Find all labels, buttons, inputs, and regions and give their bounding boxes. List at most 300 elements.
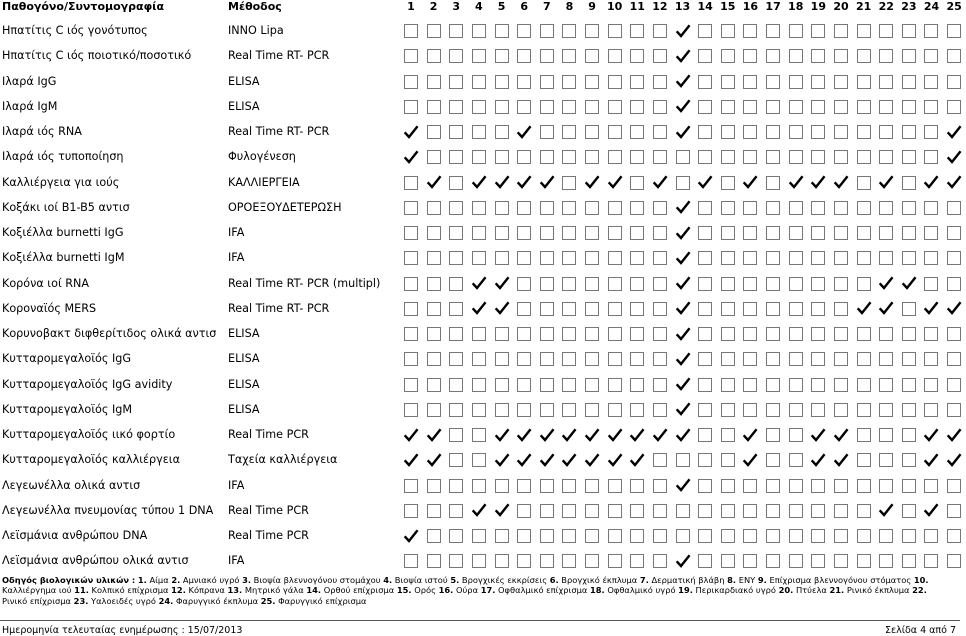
empty-box-icon <box>585 378 599 392</box>
header-sample-number: 15 <box>720 0 736 13</box>
empty-box-icon <box>449 277 463 291</box>
empty-box-icon <box>857 125 871 139</box>
empty-box-icon <box>562 150 576 164</box>
legend-item-number: 23. <box>73 595 89 606</box>
empty-box-icon <box>834 150 848 164</box>
test-method: ELISA <box>228 352 260 366</box>
empty-box-icon <box>721 226 735 240</box>
empty-box-icon <box>947 100 961 114</box>
empty-box-icon <box>449 403 463 417</box>
empty-box-icon <box>472 24 486 38</box>
empty-box-icon <box>495 479 509 493</box>
empty-box-icon <box>743 327 757 341</box>
pathogen-name: Κοξιέλλα burnetti IgG <box>2 226 124 239</box>
empty-box-icon <box>698 24 712 38</box>
test-method: ΟΡΟΕΞΟΥΔΕΤΕΡΩΣΗ <box>228 200 342 214</box>
check-mark-icon <box>404 150 418 164</box>
empty-box-icon <box>404 176 418 190</box>
empty-box-icon <box>653 201 667 215</box>
empty-box-icon <box>743 302 757 316</box>
empty-box-icon <box>789 251 803 265</box>
empty-box-icon <box>404 554 418 568</box>
check-mark-icon <box>540 428 554 442</box>
legend-item-text: Ρινικό έκπλυμα <box>846 585 910 596</box>
empty-box-icon <box>766 201 780 215</box>
header-sample-number: 1 <box>407 0 415 13</box>
check-mark-icon <box>608 176 622 190</box>
check-mark-icon <box>585 176 599 190</box>
empty-box-icon <box>811 277 825 291</box>
header-sample-number: 25 <box>946 0 962 13</box>
table-row <box>0 246 960 271</box>
check-mark-icon <box>562 428 576 442</box>
check-mark-icon <box>517 125 531 139</box>
check-mark-icon <box>653 176 667 190</box>
empty-box-icon <box>404 100 418 114</box>
empty-box-icon <box>924 554 938 568</box>
empty-box-icon <box>879 201 893 215</box>
legend-item-number: 5. <box>450 575 460 585</box>
empty-box-icon <box>766 251 780 265</box>
empty-box-icon <box>653 150 667 164</box>
check-mark-icon <box>676 302 690 316</box>
empty-box-icon <box>608 100 622 114</box>
legend-item-number: 2. <box>171 575 181 585</box>
legend-item-number: 6. <box>549 575 559 585</box>
empty-box-icon <box>517 277 531 291</box>
legend-item-number: 24. <box>158 595 174 606</box>
pathogen-name: Ιλαρά ιός τυποποίηση <box>2 150 124 164</box>
check-mark-icon <box>495 176 509 190</box>
empty-box-icon <box>472 75 486 89</box>
legend-item-number: 15. <box>396 585 412 596</box>
empty-box-icon <box>902 352 916 366</box>
empty-box-icon <box>495 24 509 38</box>
empty-box-icon <box>676 176 690 190</box>
empty-box-icon <box>562 352 576 366</box>
legend-item-text: Δερματική βλάβη <box>651 575 725 585</box>
empty-box-icon <box>495 327 509 341</box>
empty-box-icon <box>517 226 531 240</box>
empty-box-icon <box>902 75 916 89</box>
empty-box-icon <box>789 529 803 543</box>
empty-box-icon <box>789 453 803 467</box>
empty-box-icon <box>698 554 712 568</box>
empty-box-icon <box>449 49 463 63</box>
empty-box-icon <box>449 226 463 240</box>
check-mark-icon <box>924 504 938 518</box>
empty-box-icon <box>676 150 690 164</box>
legend-item-number: 20. <box>778 585 794 596</box>
empty-box-icon <box>630 352 644 366</box>
empty-box-icon <box>766 49 780 63</box>
empty-box-icon <box>766 428 780 442</box>
check-mark-icon <box>676 75 690 89</box>
empty-box-icon <box>698 100 712 114</box>
test-method: ELISA <box>228 99 260 113</box>
empty-box-icon <box>676 453 690 467</box>
legend-item-text: Φαρυγγικό έκπλυμα <box>175 595 259 606</box>
empty-box-icon <box>540 49 554 63</box>
header-method: Μέθοδος <box>228 0 282 13</box>
empty-box-icon <box>947 529 961 543</box>
check-mark-icon <box>834 176 848 190</box>
empty-box-icon <box>721 403 735 417</box>
check-mark-icon <box>947 453 961 467</box>
check-mark-icon <box>947 428 961 442</box>
empty-box-icon <box>698 378 712 392</box>
empty-box-icon <box>540 100 554 114</box>
empty-box-icon <box>743 403 757 417</box>
check-mark-icon <box>608 428 622 442</box>
empty-box-icon <box>653 378 667 392</box>
check-mark-icon <box>495 428 509 442</box>
empty-box-icon <box>585 403 599 417</box>
empty-box-icon <box>495 251 509 265</box>
check-mark-icon <box>676 49 690 63</box>
check-mark-icon <box>540 453 554 467</box>
empty-box-icon <box>924 251 938 265</box>
empty-box-icon <box>585 277 599 291</box>
pathogen-name: Κοξάκι ιοί B1-B5 αντισ <box>2 200 130 214</box>
legend-item-text: Οφθαλμικό επίχρισμα <box>498 585 588 596</box>
empty-box-icon <box>789 302 803 316</box>
check-mark-icon <box>495 504 509 518</box>
empty-box-icon <box>879 554 893 568</box>
pathogen-name: Ιλαρά IgM <box>2 99 58 113</box>
test-method: Real Time RT- PCR <box>228 125 330 138</box>
empty-box-icon <box>449 327 463 341</box>
empty-box-icon <box>721 75 735 89</box>
empty-box-icon <box>585 479 599 493</box>
empty-box-icon <box>585 352 599 366</box>
empty-box-icon <box>789 504 803 518</box>
legend-item-text: Επίχρισμα βλεννογόνου στόματος <box>769 575 912 585</box>
empty-box-icon <box>834 529 848 543</box>
empty-box-icon <box>811 49 825 63</box>
empty-box-icon <box>766 327 780 341</box>
empty-box-icon <box>630 378 644 392</box>
empty-box-icon <box>857 75 871 89</box>
empty-box-icon <box>653 226 667 240</box>
empty-box-icon <box>540 75 554 89</box>
check-mark-icon <box>924 302 938 316</box>
empty-box-icon <box>562 226 576 240</box>
legend-item-number: 8. <box>727 575 737 585</box>
empty-box-icon <box>766 75 780 89</box>
legend-item-text: Βρογχικό έκπλυμα <box>561 575 638 585</box>
empty-box-icon <box>698 277 712 291</box>
empty-box-icon <box>721 176 735 190</box>
empty-box-icon <box>427 554 441 568</box>
empty-box-icon <box>857 100 871 114</box>
empty-box-icon <box>630 554 644 568</box>
test-method: ΚΑΛΛΙΕΡΓΕΙΑ <box>228 175 300 189</box>
test-method: Φυλογένεση <box>228 150 296 164</box>
table-row <box>0 44 960 69</box>
legend-item-number: 9. <box>757 575 767 585</box>
pathogen-name: Ηπατίτις C ιός ποιοτικό/ποσοτικό <box>2 49 192 63</box>
empty-box-icon <box>653 100 667 114</box>
empty-box-icon <box>721 504 735 518</box>
legend-item-number: 14. <box>306 585 322 596</box>
empty-box-icon <box>472 49 486 63</box>
header-sample-number: 10 <box>607 0 623 13</box>
empty-box-icon <box>517 554 531 568</box>
check-mark-icon <box>834 453 848 467</box>
empty-box-icon <box>721 125 735 139</box>
empty-box-icon <box>653 479 667 493</box>
empty-box-icon <box>924 403 938 417</box>
header-sample-number: 11 <box>629 0 645 13</box>
legend-item-number: 21. <box>829 585 845 596</box>
empty-box-icon <box>472 479 486 493</box>
empty-box-icon <box>698 428 712 442</box>
empty-box-icon <box>427 479 441 493</box>
legend-item-number: 7. <box>639 575 649 585</box>
pathogen-name: Κορόνα ιοί RNA <box>2 276 90 290</box>
check-mark-icon <box>427 428 441 442</box>
table-row <box>0 448 960 473</box>
check-mark-icon <box>540 176 554 190</box>
check-mark-icon <box>517 428 531 442</box>
empty-box-icon <box>811 125 825 139</box>
check-mark-icon <box>743 176 757 190</box>
empty-box-icon <box>472 403 486 417</box>
empty-box-icon <box>427 504 441 518</box>
legend-item-text: Ούρα <box>455 585 479 596</box>
legend-item-text: Κολπικό επίχρισμα <box>91 585 169 596</box>
test-method: Real Time RT- PCR <box>228 49 330 63</box>
empty-box-icon <box>879 378 893 392</box>
legend-item-text: Μητρικό γάλα <box>244 585 304 596</box>
empty-box-icon <box>517 150 531 164</box>
empty-box-icon <box>517 24 531 38</box>
check-mark-icon <box>676 403 690 417</box>
empty-box-icon <box>653 403 667 417</box>
empty-box-icon <box>540 352 554 366</box>
header-sample-number: 14 <box>697 0 713 13</box>
empty-box-icon <box>404 75 418 89</box>
empty-box-icon <box>902 100 916 114</box>
empty-box-icon <box>495 226 509 240</box>
check-mark-icon <box>495 277 509 291</box>
empty-box-icon <box>495 100 509 114</box>
empty-box-icon <box>811 302 825 316</box>
empty-box-icon <box>585 49 599 63</box>
test-method: ELISA <box>228 402 260 416</box>
legend-item-text: Υαλοειδές υγρό <box>91 595 156 606</box>
check-mark-icon <box>857 302 871 316</box>
empty-box-icon <box>517 378 531 392</box>
empty-box-icon <box>698 504 712 518</box>
check-mark-icon <box>947 302 961 316</box>
empty-box-icon <box>585 150 599 164</box>
empty-box-icon <box>585 24 599 38</box>
empty-box-icon <box>902 327 916 341</box>
empty-box-icon <box>653 75 667 89</box>
empty-box-icon <box>834 125 848 139</box>
pathogen-name: Λεϊσμάνια ανθρώπου DNA <box>2 529 148 542</box>
empty-box-icon <box>517 251 531 265</box>
empty-box-icon <box>495 554 509 568</box>
empty-box-icon <box>449 150 463 164</box>
check-mark-icon <box>879 176 893 190</box>
empty-box-icon <box>676 529 690 543</box>
empty-box-icon <box>857 378 871 392</box>
check-mark-icon <box>676 428 690 442</box>
empty-box-icon <box>789 327 803 341</box>
test-method: Real Time RT- PCR (multipl) <box>228 276 381 290</box>
empty-box-icon <box>562 529 576 543</box>
empty-box-icon <box>743 100 757 114</box>
header-sample-number: 18 <box>788 0 804 13</box>
pathogen-name: Κοξιέλλα burnetti IgM <box>2 251 125 265</box>
empty-box-icon <box>947 201 961 215</box>
empty-box-icon <box>924 24 938 38</box>
empty-box-icon <box>857 453 871 467</box>
empty-box-icon <box>585 251 599 265</box>
empty-box-icon <box>630 49 644 63</box>
empty-box-icon <box>947 403 961 417</box>
legend-item-number: 19. <box>678 585 693 596</box>
test-method: Real Time PCR <box>228 428 309 441</box>
empty-box-icon <box>879 100 893 114</box>
empty-box-icon <box>879 251 893 265</box>
empty-box-icon <box>743 201 757 215</box>
pathogen-name: Κυτταρομεγαλοϊός καλλιέργεια <box>2 453 180 467</box>
empty-box-icon <box>562 479 576 493</box>
empty-box-icon <box>721 554 735 568</box>
empty-box-icon <box>585 327 599 341</box>
check-mark-icon <box>472 302 486 316</box>
empty-box-icon <box>540 150 554 164</box>
empty-box-icon <box>472 150 486 164</box>
check-mark-icon <box>947 176 961 190</box>
empty-box-icon <box>947 75 961 89</box>
empty-box-icon <box>811 378 825 392</box>
empty-box-icon <box>472 554 486 568</box>
empty-box-icon <box>834 226 848 240</box>
empty-box-icon <box>857 24 871 38</box>
pathogen-name: Λεϊσμάνια ανθρώπου ολικά αντισ <box>2 554 189 568</box>
empty-box-icon <box>630 176 644 190</box>
pathogen-name: Λεγεωνέλλα ολικά αντισ <box>2 478 141 492</box>
empty-box-icon <box>698 327 712 341</box>
empty-box-icon <box>630 479 644 493</box>
specimen-legend <box>2 575 952 606</box>
pathogen-name: Κυτταρομεγαλοϊός ιικό φορτίο <box>2 428 176 441</box>
empty-box-icon <box>630 201 644 215</box>
empty-box-icon <box>947 554 961 568</box>
empty-box-icon <box>811 75 825 89</box>
empty-box-icon <box>834 24 848 38</box>
empty-box-icon <box>449 554 463 568</box>
check-mark-icon <box>427 453 441 467</box>
legend-title: Οδηγός βιολογικών υλικών : <box>2 575 136 585</box>
table-row <box>0 221 960 246</box>
empty-box-icon <box>698 302 712 316</box>
check-mark-icon <box>676 554 690 568</box>
empty-box-icon <box>608 529 622 543</box>
pathogen-name: Κυτταρομεγαλοϊός IgM <box>2 402 133 416</box>
empty-box-icon <box>608 49 622 63</box>
empty-box-icon <box>947 49 961 63</box>
check-mark-icon <box>517 453 531 467</box>
test-method: INNO Lipa <box>228 24 284 37</box>
check-mark-icon <box>947 125 961 139</box>
check-mark-icon <box>924 453 938 467</box>
empty-box-icon <box>766 150 780 164</box>
empty-box-icon <box>630 100 644 114</box>
empty-box-icon <box>585 226 599 240</box>
empty-box-icon <box>630 302 644 316</box>
empty-box-icon <box>721 24 735 38</box>
empty-box-icon <box>698 479 712 493</box>
empty-box-icon <box>789 428 803 442</box>
table-row <box>0 145 960 170</box>
header-sample-number: 24 <box>923 0 940 13</box>
legend-item-number: 17. <box>480 585 496 596</box>
empty-box-icon <box>834 378 848 392</box>
empty-box-icon <box>879 150 893 164</box>
empty-box-icon <box>653 327 667 341</box>
empty-box-icon <box>495 125 509 139</box>
table-row <box>0 297 960 322</box>
empty-box-icon <box>721 378 735 392</box>
empty-box-icon <box>857 554 871 568</box>
check-mark-icon <box>676 277 690 291</box>
empty-box-icon <box>924 378 938 392</box>
empty-box-icon <box>811 327 825 341</box>
empty-box-icon <box>472 352 486 366</box>
footer-divider <box>0 620 960 621</box>
empty-box-icon <box>924 150 938 164</box>
empty-box-icon <box>608 504 622 518</box>
legend-item-number: 16. <box>438 585 454 596</box>
table-row <box>0 19 960 44</box>
empty-box-icon <box>789 24 803 38</box>
empty-box-icon <box>811 100 825 114</box>
empty-box-icon <box>789 378 803 392</box>
empty-box-icon <box>427 251 441 265</box>
empty-box-icon <box>789 125 803 139</box>
empty-box-icon <box>495 352 509 366</box>
empty-box-icon <box>562 100 576 114</box>
check-mark-icon <box>811 428 825 442</box>
empty-box-icon <box>449 75 463 89</box>
legend-item-number: 4. <box>383 575 393 585</box>
header-sample-number: 16 <box>742 0 759 13</box>
legend-item-text: Πτύελα <box>795 585 827 596</box>
empty-box-icon <box>834 327 848 341</box>
empty-box-icon <box>698 150 712 164</box>
page-number: Σελίδα 4 από 7 <box>885 625 956 636</box>
empty-box-icon <box>766 176 780 190</box>
check-mark-icon <box>427 176 441 190</box>
empty-box-icon <box>811 150 825 164</box>
empty-box-icon <box>585 201 599 215</box>
empty-box-icon <box>449 504 463 518</box>
empty-box-icon <box>902 150 916 164</box>
empty-box-icon <box>562 125 576 139</box>
check-mark-icon <box>562 453 576 467</box>
check-mark-icon <box>585 428 599 442</box>
empty-box-icon <box>766 554 780 568</box>
empty-box-icon <box>608 277 622 291</box>
legend-item-text: Αίμα <box>149 575 169 585</box>
empty-box-icon <box>721 529 735 543</box>
